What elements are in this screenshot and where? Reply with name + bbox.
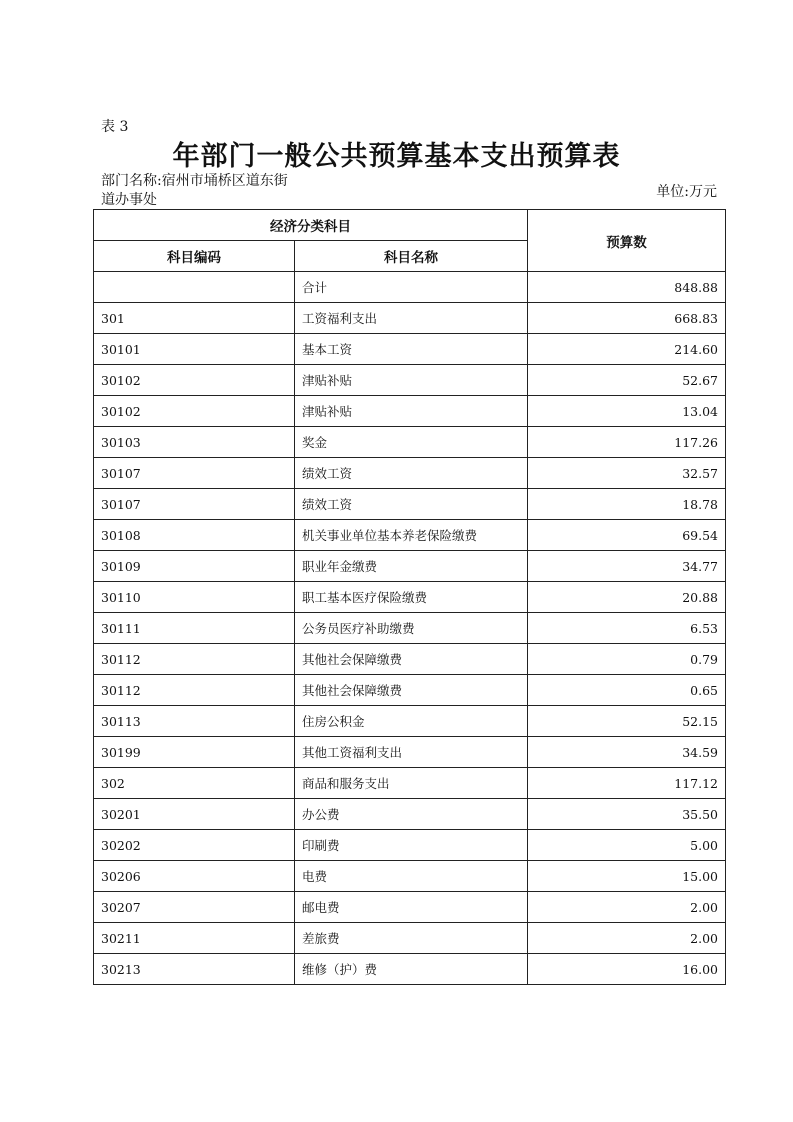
table-row xyxy=(94,272,726,303)
cell-amount: 117.26 xyxy=(528,427,726,458)
cell-name: 绩效工资 xyxy=(295,458,528,489)
cell-name: 公务员医疗补助缴费 xyxy=(295,613,528,644)
table-row xyxy=(94,303,726,334)
cell-code: 30102 xyxy=(94,396,295,427)
unit-label: 单位:万元 xyxy=(656,184,717,200)
table-row xyxy=(94,706,726,737)
cell-code: 30103 xyxy=(94,427,295,458)
cell-amount: 16.00 xyxy=(528,954,726,985)
table-row xyxy=(94,644,726,675)
cell-code: 30112 xyxy=(94,644,295,675)
cell-amount: 2.00 xyxy=(528,923,726,954)
department-name: 部门名称:宿州市埇桥区道东街道办事处 xyxy=(101,173,288,208)
table-row xyxy=(94,675,726,706)
cell-code: 30112 xyxy=(94,675,295,706)
cell-code: 30111 xyxy=(94,613,295,644)
budget-table xyxy=(93,209,726,985)
cell-code: 302 xyxy=(94,768,295,799)
table-row xyxy=(94,427,726,458)
header-name: 科目名称 xyxy=(295,241,528,272)
table-row xyxy=(94,892,726,923)
cell-name: 差旅费 xyxy=(295,923,528,954)
cell-code: 30101 xyxy=(94,334,295,365)
cell-name: 职业年金缴费 xyxy=(295,551,528,582)
cell-code: 30110 xyxy=(94,582,295,613)
cell-amount: 6.53 xyxy=(528,613,726,644)
table-row xyxy=(94,551,726,582)
cell-amount: 117.12 xyxy=(528,768,726,799)
cell-amount: 0.65 xyxy=(528,675,726,706)
cell-code: 30201 xyxy=(94,799,295,830)
cell-amount: 34.77 xyxy=(528,551,726,582)
cell-code: 30108 xyxy=(94,520,295,551)
table-number: 表 3 xyxy=(101,119,129,135)
cell-amount: 52.15 xyxy=(528,706,726,737)
cell-name: 其他工资福利支出 xyxy=(295,737,528,768)
cell-name: 津贴补贴 xyxy=(295,365,528,396)
cell-amount: 214.60 xyxy=(528,334,726,365)
cell-amount: 34.59 xyxy=(528,737,726,768)
cell-code: 30113 xyxy=(94,706,295,737)
cell-name: 绩效工资 xyxy=(295,489,528,520)
cell-name: 其他社会保障缴费 xyxy=(295,644,528,675)
table-row xyxy=(94,954,726,985)
table-row xyxy=(94,365,726,396)
cell-name: 职工基本医疗保险缴费 xyxy=(295,582,528,613)
header-code: 科目编码 xyxy=(94,241,295,272)
cell-name: 办公费 xyxy=(295,799,528,830)
cell-amount: 13.04 xyxy=(528,396,726,427)
header-econ-category: 经济分类科目 xyxy=(94,210,528,241)
table-row xyxy=(94,923,726,954)
cell-amount: 32.57 xyxy=(528,458,726,489)
cell-amount: 848.88 xyxy=(528,272,726,303)
cell-amount: 5.00 xyxy=(528,830,726,861)
cell-amount: 668.83 xyxy=(528,303,726,334)
header-budget-amount: 预算数 xyxy=(528,210,726,272)
cell-amount: 15.00 xyxy=(528,861,726,892)
cell-name: 奖金 xyxy=(295,427,528,458)
table-row xyxy=(94,334,726,365)
cell-name: 商品和服务支出 xyxy=(295,768,528,799)
cell-code: 301 xyxy=(94,303,295,334)
table-row xyxy=(94,861,726,892)
cell-code: 30107 xyxy=(94,458,295,489)
table-row xyxy=(94,489,726,520)
cell-name: 邮电费 xyxy=(295,892,528,923)
cell-name: 工资福利支出 xyxy=(295,303,528,334)
cell-amount: 0.79 xyxy=(528,644,726,675)
table-row xyxy=(94,458,726,489)
cell-code: 30211 xyxy=(94,923,295,954)
cell-name: 津贴补贴 xyxy=(295,396,528,427)
cell-code: 30206 xyxy=(94,861,295,892)
table-body xyxy=(94,272,726,985)
table-row xyxy=(94,830,726,861)
cell-amount: 18.78 xyxy=(528,489,726,520)
cell-code: 30202 xyxy=(94,830,295,861)
cell-name: 其他社会保障缴费 xyxy=(295,675,528,706)
cell-name: 印刷费 xyxy=(295,830,528,861)
cell-name: 基本工资 xyxy=(295,334,528,365)
cell-code: 30102 xyxy=(94,365,295,396)
table-row xyxy=(94,799,726,830)
table-row xyxy=(94,582,726,613)
cell-amount: 35.50 xyxy=(528,799,726,830)
cell-code: 30109 xyxy=(94,551,295,582)
cell-name: 机关事业单位基本养老保险缴费 xyxy=(295,520,528,551)
cell-name: 合计 xyxy=(295,272,528,303)
table-row xyxy=(94,737,726,768)
cell-name: 电费 xyxy=(295,861,528,892)
cell-code: 30213 xyxy=(94,954,295,985)
cell-amount: 69.54 xyxy=(528,520,726,551)
cell-code: 30107 xyxy=(94,489,295,520)
cell-code: 30207 xyxy=(94,892,295,923)
table-row xyxy=(94,396,726,427)
cell-amount: 20.88 xyxy=(528,582,726,613)
table-row xyxy=(94,613,726,644)
cell-name: 维修（护）费 xyxy=(295,954,528,985)
cell-name: 住房公积金 xyxy=(295,706,528,737)
cell-code: 30199 xyxy=(94,737,295,768)
table-row xyxy=(94,520,726,551)
table-row xyxy=(94,768,726,799)
page-title: 年部门一般公共预算基本支出预算表 xyxy=(172,141,621,172)
cell-amount: 52.67 xyxy=(528,365,726,396)
cell-code xyxy=(94,272,295,303)
cell-amount: 2.00 xyxy=(528,892,726,923)
